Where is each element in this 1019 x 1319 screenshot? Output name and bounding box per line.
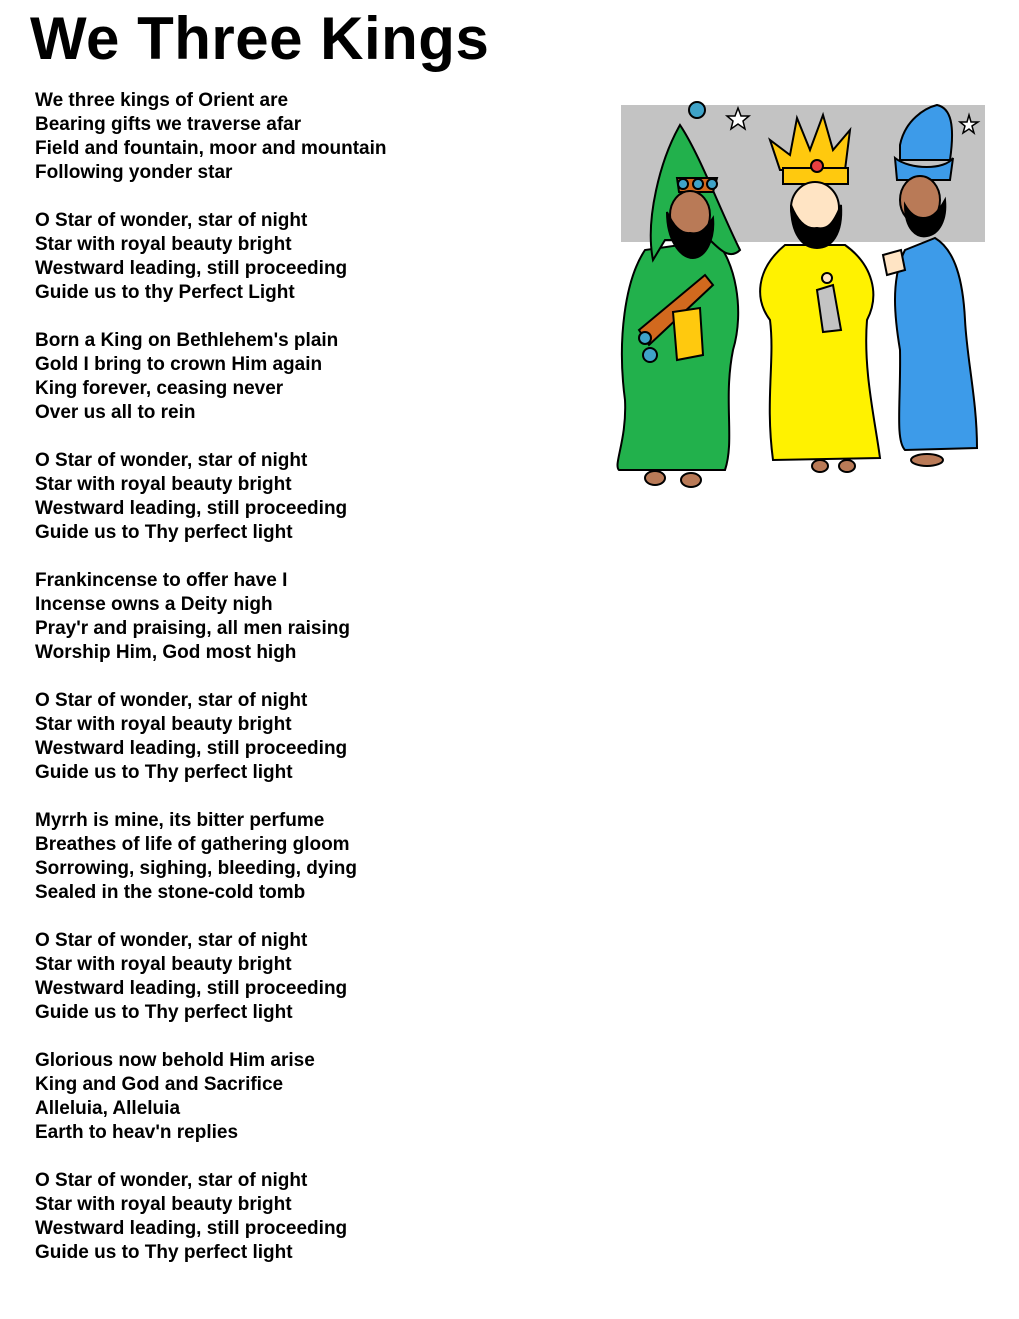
lyric-line: Frankincense to offer have I (35, 570, 288, 591)
lyric-line: We three kings of Orient are (35, 90, 289, 111)
three-kings-drawing (605, 100, 990, 492)
lyrics-block (35, 89, 595, 1289)
stanza (35, 569, 595, 665)
lyric-line: O Star of wonder, star of night (35, 210, 308, 231)
stanza (35, 209, 595, 305)
lyric-line: Star with royal beauty bright (35, 474, 292, 495)
lyric-line: Sorrowing, sighing, bleeding, dying (35, 858, 357, 879)
lyric-line: King and God and Sacrifice (35, 1074, 284, 1095)
song-title: We Three Kings (30, 5, 490, 72)
lyric-line: Guide us to Thy perfect light (35, 1002, 293, 1023)
lyric-line: Sealed in the stone-cold tomb (35, 882, 306, 903)
lyric-line: Earth to heav'n replies (35, 1122, 239, 1143)
lyric-line: Guide us to thy Perfect Light (35, 282, 295, 303)
stanza (35, 809, 595, 905)
stanza (35, 689, 595, 785)
stanza (35, 1049, 595, 1145)
lyric-line: O Star of wonder, star of night (35, 930, 308, 951)
stanza (35, 329, 595, 425)
lyric-line: Guide us to Thy perfect light (35, 522, 293, 543)
lyric-line: Gold I bring to crown Him again (35, 354, 323, 375)
lyric-line: Alleluia, Alleluia (35, 1098, 181, 1119)
lyric-line: Star with royal beauty bright (35, 714, 292, 735)
lyric-line: Field and fountain, moor and mountain (35, 138, 387, 159)
lyric-line: O Star of wonder, star of night (35, 690, 308, 711)
lyric-line: Westward leading, still proceeding (35, 978, 348, 999)
lyric-line: O Star of wonder, star of night (35, 1170, 308, 1191)
stanza (35, 449, 595, 545)
lyric-line: Bearing gifts we traverse afar (35, 114, 302, 135)
lyric-line: Star with royal beauty bright (35, 954, 292, 975)
lyric-line: Following yonder star (35, 162, 233, 183)
lyric-line: Star with royal beauty bright (35, 1194, 292, 1215)
lyric-line: Pray'r and praising, all men raising (35, 618, 350, 639)
lyric-line: Star with royal beauty bright (35, 234, 292, 255)
stanza (35, 1169, 595, 1265)
lyric-line: Over us all to rein (35, 402, 196, 423)
lyric-line: Guide us to Thy perfect light (35, 762, 293, 783)
lyric-line: Breathes of life of gathering gloom (35, 834, 350, 855)
lyric-line: Westward leading, still proceeding (35, 258, 348, 279)
lyric-line: King forever, ceasing never (35, 378, 284, 399)
stanza (35, 89, 595, 185)
lyric-line: Guide us to Thy perfect light (35, 1242, 293, 1263)
lyric-line: Glorious now behold Him arise (35, 1050, 315, 1071)
lyric-line: Myrrh is mine, its bitter perfume (35, 810, 325, 831)
lyric-line: Worship Him, God most high (35, 642, 297, 663)
lyric-line: O Star of wonder, star of night (35, 450, 308, 471)
lyric-line: Westward leading, still proceeding (35, 738, 348, 759)
lyric-line: Westward leading, still proceeding (35, 498, 348, 519)
three-kings-illustration (605, 100, 990, 492)
lyric-line: Incense owns a Deity nigh (35, 594, 273, 615)
stanza (35, 929, 595, 1025)
lyric-line: Westward leading, still proceeding (35, 1218, 348, 1239)
lyric-line: Born a King on Bethlehem's plain (35, 330, 339, 351)
